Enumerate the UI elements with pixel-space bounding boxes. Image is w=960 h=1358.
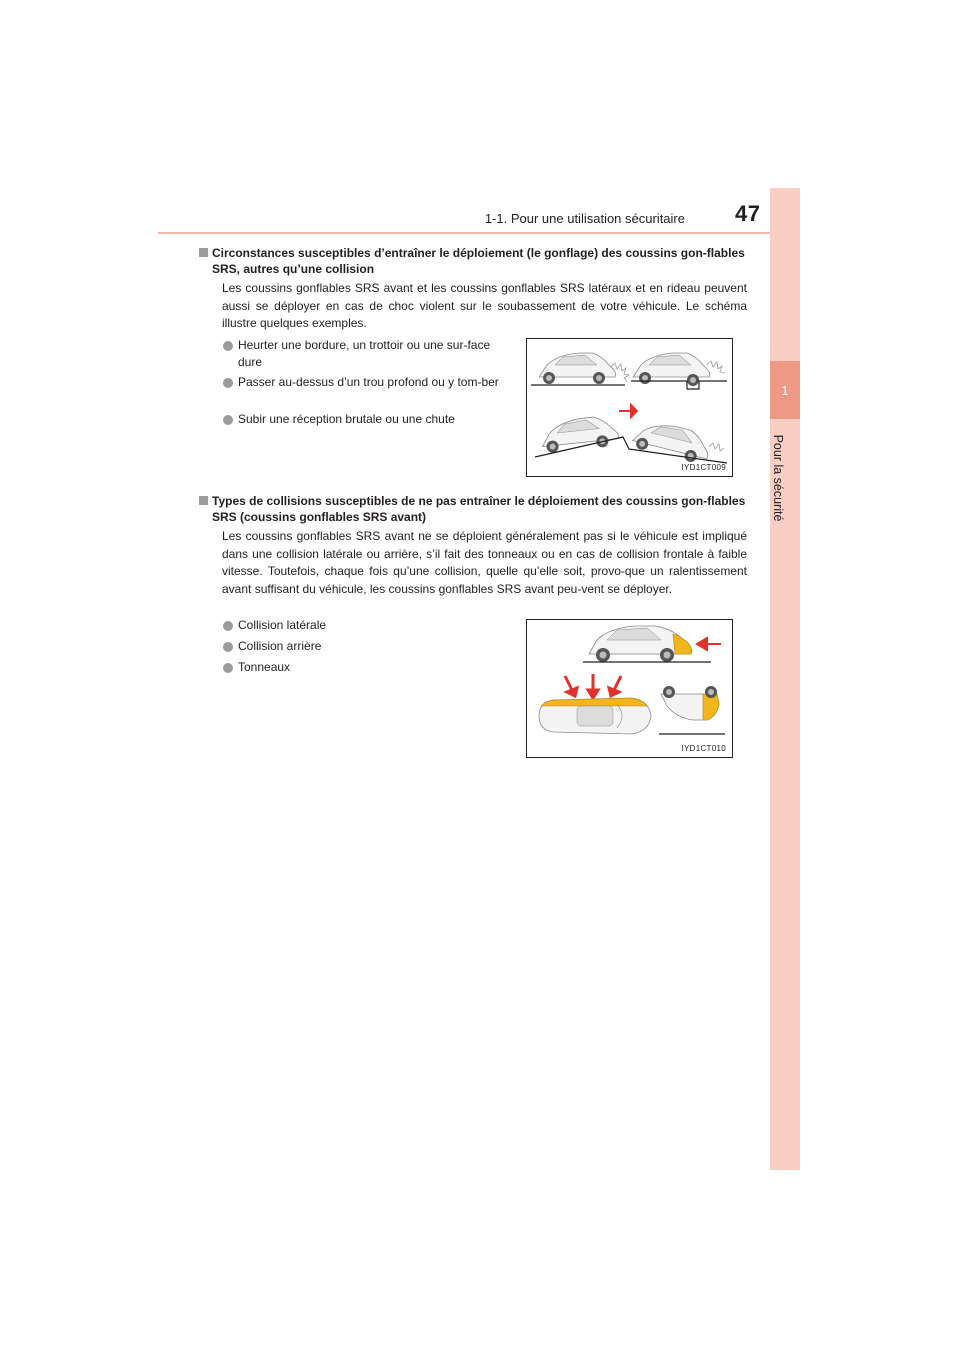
figure-non-deployment-collisions — [526, 619, 733, 758]
section1-body: Les coussins gonflables SRS avant et les coussins gonflables SRS latéraux et en rideau peuvent aussi se déployer en cas de choc violent sur le soubassement de votre véhicule. Le schéma illustre quelques exemples. — [222, 281, 747, 330]
list-item: Tonneaux — [222, 659, 514, 676]
red-arrow-icon — [565, 674, 621, 698]
page-number: 47 — [735, 201, 761, 226]
bullet-dot-icon — [223, 341, 233, 351]
section2-heading-text: Types de collisions susceptibles de ne pas entraîner le déploiement des coussins gon-flables SRS (coussins gonflables SRS avant) — [212, 494, 746, 524]
square-bullet-icon — [199, 248, 208, 257]
car-icon — [540, 415, 619, 454]
red-arrow-icon — [697, 638, 721, 650]
side-strip — [770, 188, 800, 1170]
list-item: Collision arrière — [222, 638, 514, 655]
list-item: Heurter une bordure, un trottoir ou une sur-face dure — [222, 337, 514, 371]
chapter-tab — [770, 361, 800, 419]
car-icon — [539, 353, 616, 384]
bullet-dot-icon — [223, 415, 233, 425]
bullet-dot-icon — [223, 378, 233, 388]
header-section-title: 1-1. Pour une utilisation sécuritaire — [484, 211, 685, 226]
overturned-car-icon — [661, 686, 719, 720]
list-item: Passer au-dessus d’un trou profond ou y tom-ber — [222, 374, 514, 391]
red-arrow-icon — [619, 405, 637, 417]
figure-code: IYD1CT009 — [681, 463, 726, 472]
figure-code: IYD1CT010 — [681, 744, 726, 753]
impact-burst-icon — [709, 443, 724, 451]
section2-heading — [212, 493, 750, 525]
header-rule — [158, 232, 800, 234]
car-icon — [589, 626, 692, 662]
square-bullet-icon — [199, 496, 208, 505]
bullet-dot-icon — [223, 642, 233, 652]
chapter-title: Pour la sécurité — [771, 434, 785, 522]
chapter-number: 1 — [781, 382, 789, 398]
section2-body: Les coussins gonflables SRS avant ne se déploient généralement pas si le véhicule est impliqué dans une collision latérale ou arrière, s’il fait des tonneaux ou en cas de collision frontale à faible vitesse. Toutefois, chaque fois qu’une collision, quelle qu’elle soit, provo-que un ralentissement avant suffisant du véhicule, les coussins gonflables SRS avant peu-vent se déployer. — [222, 529, 747, 596]
bullet-dot-icon — [223, 663, 233, 673]
section1-heading — [212, 245, 750, 277]
list-item: Subir une réception brutale ou une chute — [222, 411, 514, 428]
underbody-impact-illustration — [527, 339, 732, 476]
figure-underbody-impacts — [526, 338, 733, 477]
section1-heading-text: Circonstances susceptibles d’entraîner le déploiement (le gonflage) des coussins gon-flables SRS, autres qu’une collision — [212, 246, 745, 276]
collision-types-illustration — [527, 620, 732, 757]
bullet-dot-icon — [223, 621, 233, 631]
impact-burst-icon — [707, 361, 725, 373]
list-item: Collision latérale — [222, 617, 514, 634]
car-top-view-icon — [539, 698, 651, 734]
car-icon — [631, 417, 713, 466]
